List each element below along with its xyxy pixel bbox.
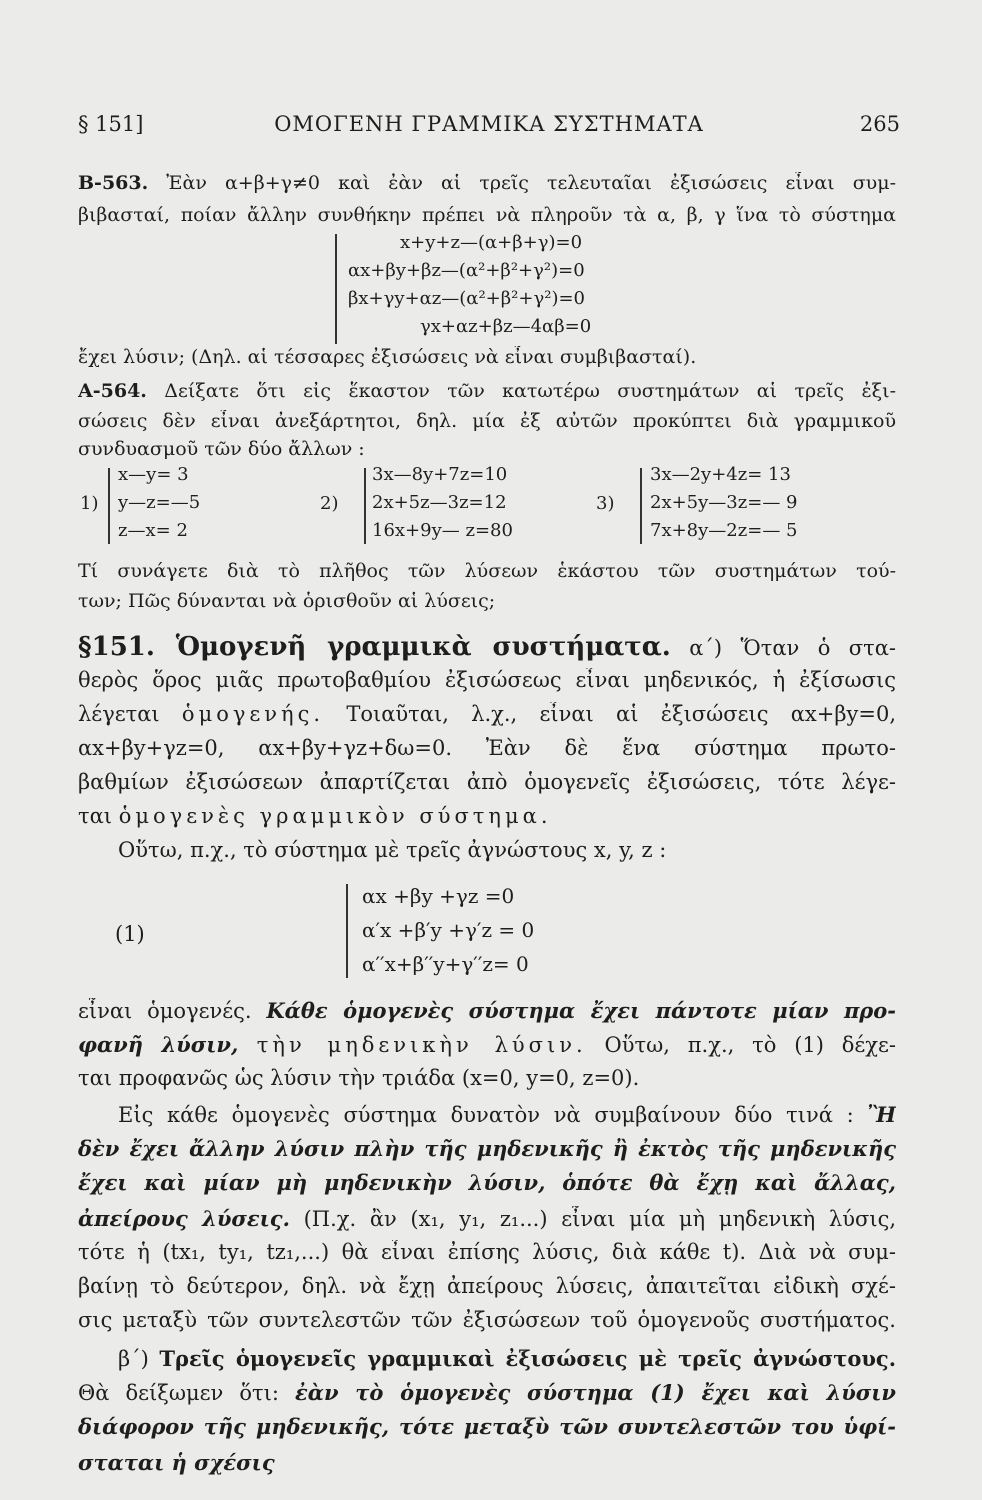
equation: x+y+z—(α+β+γ)=0 bbox=[400, 232, 583, 253]
body-line: ἀπείρους λύσεις. (Π.χ. ἂν (x₁, y₁, z₁...) εἶναι μία μὴ μηδενικὴ λύσις, bbox=[78, 1206, 896, 1231]
system-brace bbox=[335, 234, 337, 344]
emphasis: φανῆ λύσιν, bbox=[78, 1032, 257, 1057]
exercise-a564-line: Α-564. Δείξατε ὅτι εἰς ἕκαστον τῶν κατωτέρω συστημάτων αἱ τρεῖς ἐξι- bbox=[78, 380, 896, 402]
section-heading: §151. Ὁμογενῆ γραμμικὰ συστήματα. bbox=[78, 632, 671, 662]
equation: αx+βy+βz—(α²+β²+γ²)=0 bbox=[348, 260, 585, 281]
page-title: ΟΜΟΓΕΝΗ ΓΡΑΜΜΙΚΑ ΣΥΣΤΗΜΑΤΑ bbox=[274, 112, 704, 136]
body-line: Θὰ δείξωμεν ὅτι: ἐὰν τὸ ὁμογενὲς σύστημα (1) ἔχει καὶ λύσιν bbox=[78, 1380, 896, 1405]
page-number: 265 bbox=[859, 112, 900, 136]
emphasis: ἀπείρους λύσεις. bbox=[78, 1206, 290, 1231]
spaced-term: ὁμογενὲς γραμμικὸν σύστημα. bbox=[118, 804, 552, 828]
body-line: φανῆ λύσιν, τὴν μηδενικὴν λύσιν. Οὕτω, π.χ., τὸ (1) δέχε- bbox=[78, 1032, 896, 1057]
exercise-number: Β-563. bbox=[78, 172, 149, 194]
exercise-a564-line: σώσεις δὲν εἶναι ἀνεξάρτητοι, δηλ. μία ἐξ αὐτῶν προκύπτει διὰ γραμμικοῦ bbox=[78, 410, 896, 432]
equation: 3x—8y+7z=10 bbox=[372, 464, 508, 485]
running-header bbox=[78, 112, 900, 142]
equation: α′′x+β′′y+γ′′z= 0 bbox=[362, 952, 529, 976]
equation: 7x+8y—2z=— 5 bbox=[650, 520, 798, 541]
equation: y—z=—5 bbox=[118, 492, 201, 513]
system-label: 1) bbox=[80, 493, 99, 514]
equation: α′x +β′y +γ′z = 0 bbox=[362, 918, 535, 942]
emphasis: ἐὰν τὸ ὁμογενὲς σύστημα (1) ἔχει καὶ λύσιν bbox=[295, 1380, 896, 1405]
equation: x—y= 3 bbox=[118, 464, 189, 485]
equation: z—x= 2 bbox=[118, 520, 188, 541]
body-line: θερὸς ὅρος μιᾶς πρωτοβαθμίου ἐξισώσεως εἶναι μηδενικός, ἡ ἐξίσωσις bbox=[78, 668, 896, 692]
system-brace bbox=[108, 468, 110, 544]
exercise-number: Α-564. bbox=[78, 380, 147, 402]
system-brace bbox=[640, 468, 642, 544]
body-line: λέγεται ὁμογενής. Τοιαῦται, λ.χ., εἶναι αἱ ἐξισώσεις αx+βy=0, bbox=[78, 702, 896, 726]
subheading: Τρεῖς ὁμογενεῖς γραμμικαὶ ἐξισώσεις μὲ τρεῖς ἀγνώστους. bbox=[159, 1346, 896, 1371]
body-line: αx+βy+γz=0, αx+βy+γz+δω=0. Ἐὰν δὲ ἕνα σύστημα πρωτο- bbox=[78, 736, 896, 760]
body-line: σις μεταξὺ τῶν συντελεστῶν τῶν ἐξισώσεων τοῦ ὁμογενοῦς συστήματος. bbox=[78, 1308, 896, 1332]
equation: βx+γy+αz—(α²+β²+γ²)=0 bbox=[348, 288, 585, 309]
body-line: β΄) Τρεῖς ὁμογενεῖς γραμμικαὶ ἐξισώσεις μὲ τρεῖς ἀγνώστους. bbox=[118, 1346, 896, 1371]
exercise-b563-line: ἔχει λύσιν; (Δηλ. αἱ τέσσαρες ἐξισώσεις νὰ εἶναι συμβιβασταί). bbox=[78, 346, 697, 368]
equation: 2x+5z—3z=12 bbox=[372, 492, 507, 513]
body-line: τότε ἡ (tx₁, ty₁, tz₁,...) θὰ εἶναι ἐπίσης λύσις, διὰ κάθε t). Διὰ νὰ συμ- bbox=[78, 1240, 896, 1264]
spaced-term: ὁμογενής. bbox=[181, 702, 325, 726]
spaced-term: τὴν μηδενικὴν λύσιν. bbox=[256, 1033, 587, 1057]
system-brace bbox=[346, 884, 348, 978]
body-line: ται ὁμογενὲς γραμμικὸν σύστημα. bbox=[78, 804, 552, 828]
equation: 16x+9y— z=80 bbox=[372, 520, 513, 541]
exercise-a564-line: των; Πῶς δύνανται νὰ ὁρισθοῦν αἱ λύσεις; bbox=[78, 590, 496, 612]
body-line: βαίνῃ τὸ δεύτερον, δηλ. νὰ ἔχῃ ἀπείρους λύσεις, ἀπαιτεῖται εἰδικὴ σχέ- bbox=[78, 1274, 896, 1298]
exercise-b563-line: Β-563. Ἐὰν α+β+γ≠0 καὶ ἐὰν αἱ τρεῖς τελευταῖαι ἐξισώσεις εἶναι συμ- bbox=[78, 172, 896, 194]
body-line: ται προφανῶς ὡς λύσιν τὴν τριάδα (x=0, y=0, z=0). bbox=[78, 1066, 640, 1090]
system-label: 2) bbox=[320, 493, 339, 514]
equation: γx+αz+βz—4αβ=0 bbox=[420, 316, 592, 337]
body-line-emphasis: δὲν ἔχει ἄλλην λύσιν πλὴν τῆς μηδενικῆς ἢ ἐκτὸς τῆς μηδενικῆς bbox=[78, 1136, 896, 1161]
body-line: Οὕτω, π.χ., τὸ σύστημα μὲ τρεῖς ἀγνώστους x, y, z : bbox=[118, 838, 667, 862]
system-label: (1) bbox=[115, 922, 145, 946]
exercise-a564-line: συνδυασμοῦ τῶν δύο ἄλλων : bbox=[78, 438, 365, 460]
exercise-a564-line: Τί συνάγετε διὰ τὸ πλῆθος τῶν λύσεων ἑκάστου τῶν συστημάτων τού- bbox=[78, 560, 896, 582]
body-line-emphasis: σταται ἡ σχέσις bbox=[78, 1450, 275, 1475]
body-line: εἶναι ὁμογενές. Κάθε ὁμογενὲς σύστημα ἔχει πάντοτε μίαν προ- bbox=[78, 998, 896, 1023]
section-heading-line: §151. Ὁμογενῆ γραμμικὰ συστήματα. α΄) Ὅταν ὁ στα- bbox=[78, 632, 896, 662]
body-line-emphasis: διάφορον τῆς μηδενικῆς, τότε μεταξὺ τῶν συντελεστῶν του ὑφί- bbox=[78, 1414, 896, 1439]
exercise-b563-line: βιβασταί, ποίαν ἄλλην συνθήκην πρέπει νὰ πληροῦν τὰ α, β, γ ἵνα τὸ σύστημα bbox=[78, 204, 896, 226]
section-ref: § 151] bbox=[78, 112, 144, 136]
emphasis: Κάθε ὁμογενὲς σύστημα ἔχει πάντοτε μίαν προ- bbox=[266, 998, 896, 1023]
system-label: 3) bbox=[596, 493, 615, 514]
body-line-emphasis: ἔχει καὶ μίαν μὴ μηδενικὴν λύσιν, ὁπότε θὰ ἔχῃ καὶ ἄλλας, bbox=[78, 1170, 896, 1195]
equation: 3x—2y+4z= 13 bbox=[650, 464, 791, 485]
equation: αx +βy +γz =0 bbox=[362, 884, 515, 908]
body-line: Εἰς κάθε ὁμογενὲς σύστημα δυνατὸν νὰ συμβαίνουν δύο τινά : Ἢ bbox=[118, 1102, 896, 1127]
equation: 2x+5y—3z=— 9 bbox=[650, 492, 798, 513]
body-line: βαθμίων ἐξισώσεων ἀπαρτίζεται ἀπὸ ὁμογενεῖς ἐξισώσεις, τότε λέγε- bbox=[78, 770, 896, 794]
system-brace bbox=[364, 468, 366, 544]
